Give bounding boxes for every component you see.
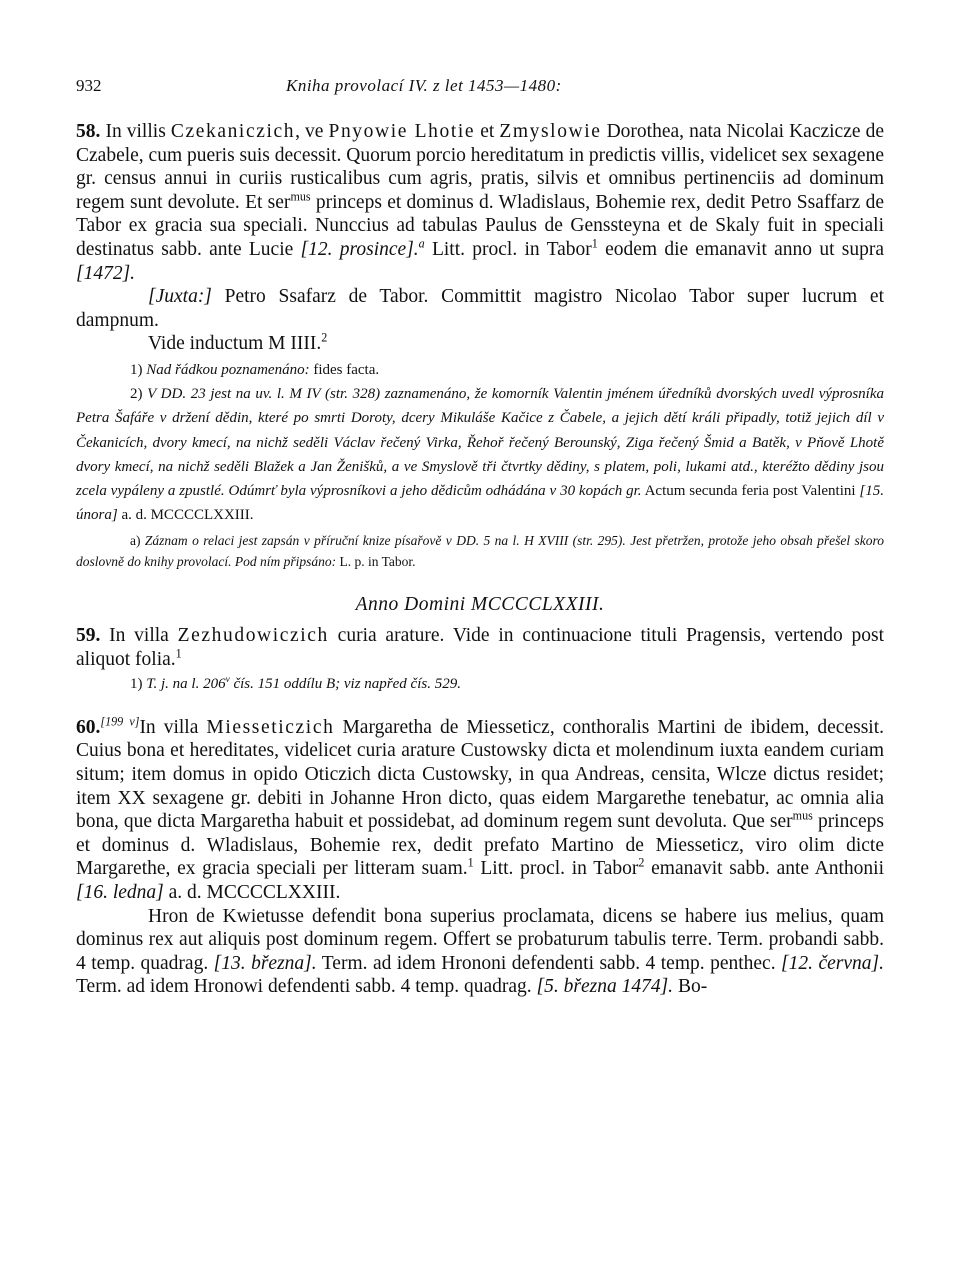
footnote-ref: 1 — [175, 646, 182, 661]
place-name: Miesseticzich — [206, 716, 335, 738]
editorial-date: [13. března]. — [213, 952, 317, 974]
entry-60: 60.[199 v]In villa Miesseticzich Margaretha de Miesseticz, conthoralis Martini de ibidem, decessit. Cuius bona et hereditates, videlicet curia arature Custowsky dicta et molendinum iuxta eandem curiam situm; item domus in opido Oticzich dicta Custowsky, in qua Andreas, censita, Wlcze dictus residet; item XX sexagene gr. debiti in Johanne Hron dicto, quas eidem Margarethe tenebatur, ac omnia alia bona, que dicta Margaretha habuit et possidebat, ad dominum regem sunt devoluta. Que ser$^{mus}$ princeps et dominus d. Wladislaus, Bohemie rex, dedit prefato Martino de Miesseticz, viro olim dicte Margarethe, ex gracia speciali per litteram suam.$^1$ Litt. procl. in Tabor$^2$ emanavit sabb. ante Anthonii [16. ledna] a. d. MCCCCLXXIII. — [76, 714, 885, 903]
footnote-ref: 1 — [591, 236, 598, 251]
footnote-1: 1) Nad řádkou poznamenáno: fides facta. — [130, 361, 380, 378]
place-name: Zezhudowiczich — [177, 625, 329, 647]
editorial-date: [12. prosince]. — [300, 238, 419, 260]
entry-number: 58. — [76, 121, 101, 142]
entry-number: 59. — [76, 625, 101, 647]
editorial-date: [1472]. — [76, 262, 136, 284]
place-name: Pnyowie Lhotie — [328, 121, 476, 142]
footnote-a: a) Záznam o relaci jest zapsán v příruční knize písařově v DD. 5 na l. H XVIII (str. 295). Jest přetržen, protože jeho obsah přešel skoro doslovně do knihy provolací. Pod ním připsáno: L. p. in Tabor. — [76, 533, 884, 569]
footnote-ref: 2 — [321, 330, 328, 345]
editorial-date: [5. března 1474]. — [536, 976, 674, 998]
entry-number: 60. — [76, 716, 101, 738]
place-name: Zmyslowie — [499, 121, 602, 142]
running-title: Kniha provolací IV. z let 1453—1480: — [286, 76, 562, 95]
editorial-date: [12. června]. — [781, 952, 884, 974]
footnote-ref: a — [418, 236, 425, 251]
entry-59: 59. In villa Zezhudowiczich curia arature. Vide in continuacione tituli Pragensis, vertendo post aliquot folia.$^1$ — [76, 625, 884, 670]
running-header — [76, 76, 884, 104]
editorial-date: [16. ledna] — [76, 881, 164, 903]
place-name: Czekaniczich — [170, 121, 296, 142]
footnote-59-1: 1) T. j. na l. 206$^v$ čís. 151 oddílu B; viz napřed čís. 529. — [130, 674, 461, 692]
entry-58-juxta: [Juxta:] Petro Ssafarz de Tabor. Committit magistro Nicolao Tabor super lucrum et dampnum. — [76, 286, 884, 331]
entry-60-defense: Hron de Kwietusse defendit bona superius proclamata, dicens se habere ius melius, quam dominus rex aut aliquis post dominum regem. Offert se probaturum tabulis terre. Term. probandi sabb. 4 temp. quadrag. [13. března]. Term. ad idem Hrononi defendenti sabb. 4 temp. penthec. [12. června]. Term. ad idem Hronowi defendenti sabb. 4 temp. quadrag. [5. března 1474]. Bo- — [76, 905, 884, 998]
section-title: Anno Domini MCCCCLXXIII. — [355, 594, 605, 616]
footnote-ref: 2 — [638, 855, 645, 870]
page-number: 932 — [76, 76, 102, 95]
footnote-2: 2) V DD. 23 jest na uv. l. M IV (str. 328) zaznamenáno, že komorník Valentin jménem úředníků dvorských uvedl výprosníka Petra Šafáře v držení dědin, které po smrti Doroty, dcery Mikuláše Kačice z Čabele, a jejich dětí králi připadly, totiž jejich díl v Čekanicích, dvory kmecí, na nichž seděli Václav řečený Virka, Řehoř řečený Berounský, Ziga řečený Šmid a Batěk, v Pňově Lhotě dvory kmecí, na nichž seděli Blažek a Jan Ženišků, a ve Smyslově tři čtvrtky dědiny, s platem, poli, lukami atd., kteréžto dědiny jsou zcela vypáleny a zpustlé. Odúmrť byla výprosníkovi a jeho dědicům odhádána v 30 kopách gr. Actum secunda feria post Valentini [15. února] a. d. MCCCCLXXIII. — [76, 386, 884, 524]
footnote-ref: 1 — [467, 855, 474, 870]
entry-58: 58. In villis Czekaniczich, ve Pnyowie Lhotie et Zmyslowie Dorothea, nata Nicolai Kaczicze de Czabele, cum pueris suis decessit. Quorum porcio hereditatum in predictis villis, videlicet sex sexagene gr. census annui in curiis rusticalibus cum agris, pratis, silvis et omnibus pertinenciis ad dominum regem sunt devolute. Et ser$^{mus}$ princeps et dominus d. Wladislaus, Bohemie rex, dedit Petro Ssaffarz de Tabor ex gracia sua speciali. Nunccius ad tabulas Paulus de Genssteyna et de Skaly fuit in speciali destinatus sabb. ante Lucie [12. prosince].$^a$ Litt. procl. in Tabor$^1$ eodem die emanavit anno ut supra [1472]. — [76, 121, 884, 284]
entry-58-vide: Vide inductum M IIII.$^2$ — [148, 330, 328, 355]
document-page — [76, 76, 884, 999]
folio-marker: [199 v] — [100, 714, 140, 729]
